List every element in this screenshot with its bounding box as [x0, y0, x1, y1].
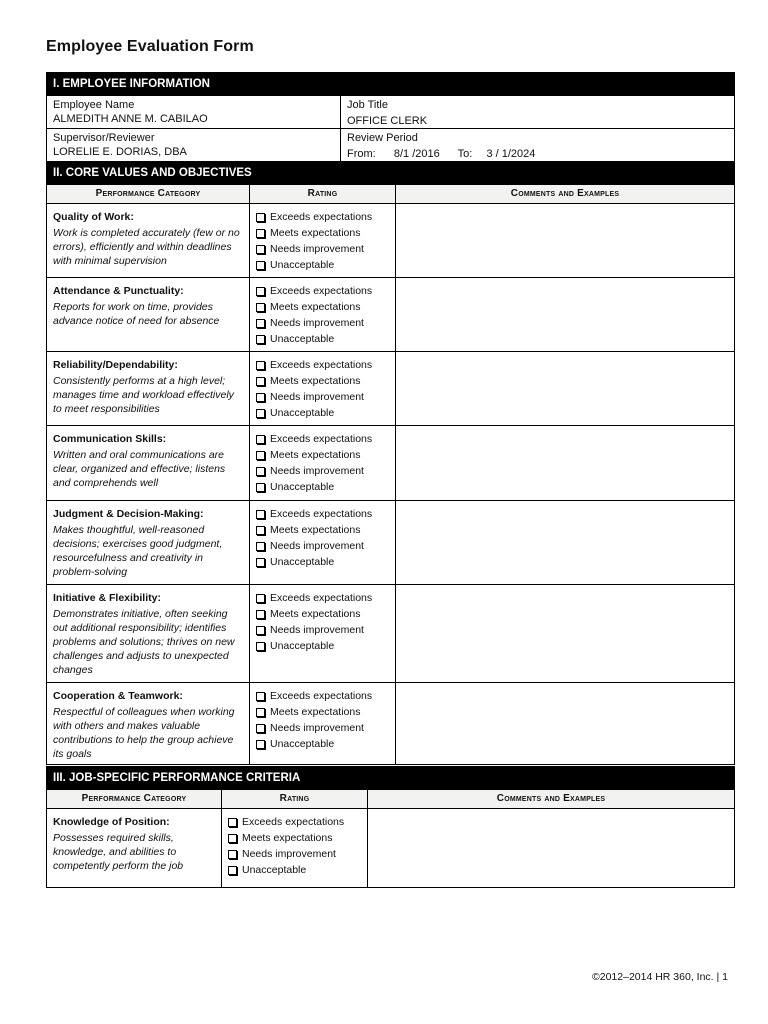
rating-option[interactable] — [256, 463, 389, 479]
rating-option-label: Needs improvement — [270, 391, 364, 403]
rating-option-label: Exceeds expectations — [270, 433, 373, 445]
category-title: Knowledge of Position: — [53, 816, 170, 828]
rating-option-label: Exceeds expectations — [270, 359, 373, 371]
rating-option-label: Meets expectations — [270, 524, 361, 536]
rating-option[interactable] — [256, 299, 389, 315]
checkbox-icon[interactable] — [256, 435, 265, 444]
rating-option-label: Exceeds expectations — [270, 211, 373, 223]
page-footer: ©2012–2014 HR 360, Inc. | 1 — [592, 971, 728, 983]
rating-option[interactable] — [256, 209, 389, 225]
employee-name-value[interactable]: ALMEDITH ANNE M. CABILAO — [53, 113, 208, 125]
category-cell — [47, 809, 222, 888]
comments-cell[interactable] — [396, 352, 735, 426]
to-label: To: — [457, 148, 473, 160]
category-description: Possesses required skills, knowledge, and abilities to competently perform the job — [53, 832, 184, 872]
checkbox-icon[interactable] — [256, 642, 265, 651]
rating-option-label: Unacceptable — [270, 333, 335, 345]
rating-cell — [222, 809, 368, 888]
rating-option-label: Unacceptable — [270, 556, 335, 568]
rating-option-label: Meets expectations — [242, 832, 333, 844]
checkbox-icon[interactable] — [256, 361, 265, 370]
category-cell — [47, 278, 250, 352]
from-label: From: — [347, 148, 376, 160]
category-title: Cooperation & Teamwork: — [53, 690, 183, 702]
review-period-label: Review Period — [347, 132, 418, 144]
checkbox-icon[interactable] — [256, 558, 265, 567]
rating-option-label: Meets expectations — [270, 227, 361, 239]
evaluation-row — [47, 809, 735, 888]
checkbox-icon[interactable] — [256, 393, 265, 402]
category-cell — [47, 204, 250, 278]
evaluation-row — [47, 426, 735, 501]
rating-option-label: Exceeds expectations — [270, 690, 373, 702]
rating-option-label: Needs improvement — [242, 848, 336, 860]
checkbox-icon[interactable] — [256, 213, 265, 222]
section-header-employee-information: I. EMPLOYEE INFORMATION — [47, 73, 735, 96]
rating-option[interactable] — [256, 357, 389, 373]
rating-option[interactable] — [256, 688, 389, 704]
evaluation-row — [47, 352, 735, 426]
category-title: Judgment & Decision-Making: — [53, 508, 204, 520]
rating-option[interactable] — [256, 283, 389, 299]
checkbox-icon[interactable] — [256, 287, 265, 296]
category-cell — [47, 683, 250, 765]
checkbox-icon[interactable] — [256, 626, 265, 635]
column-header-comments: Comments and Examples — [368, 790, 735, 809]
rating-option[interactable] — [256, 720, 389, 736]
rating-option[interactable] — [256, 315, 389, 331]
evaluation-row — [47, 278, 735, 352]
checkbox-icon[interactable] — [256, 708, 265, 717]
rating-cell — [250, 585, 396, 683]
rating-option-label: Needs improvement — [270, 722, 364, 734]
rating-option-label: Meets expectations — [270, 706, 361, 718]
category-title: Attendance & Punctuality: — [53, 285, 184, 297]
rating-option-label: Meets expectations — [270, 449, 361, 461]
rating-option[interactable] — [256, 590, 389, 606]
checkbox-icon[interactable] — [256, 542, 265, 551]
employee-information-table — [46, 72, 735, 162]
rating-option-label: Unacceptable — [270, 407, 335, 419]
checkbox-icon[interactable] — [256, 510, 265, 519]
category-description: Demonstrates initiative, often seeking out additional responsibility; identifies problems and solutions; thrives on new challenges and adjusts to unexpected changes — [53, 608, 235, 676]
checkbox-icon[interactable] — [256, 740, 265, 749]
rating-option-label: Meets expectations — [270, 375, 361, 387]
rating-option[interactable] — [256, 638, 389, 654]
comments-cell[interactable] — [368, 809, 735, 888]
job-specific-table — [46, 766, 735, 888]
section-header-core-values: II. CORE VALUES AND OBJECTIVES — [47, 162, 735, 185]
checkbox-icon[interactable] — [256, 377, 265, 386]
rating-option-label: Unacceptable — [242, 864, 307, 876]
page-title: Employee Evaluation Form — [46, 38, 254, 55]
rating-option-label: Unacceptable — [270, 738, 335, 750]
comments-cell[interactable] — [396, 683, 735, 765]
category-cell — [47, 501, 250, 585]
rating-cell — [250, 278, 396, 352]
rating-option[interactable] — [256, 225, 389, 241]
column-header-performance-category: Performance Category — [47, 790, 222, 809]
rating-option-label: Needs improvement — [270, 317, 364, 329]
checkbox-icon[interactable] — [256, 319, 265, 328]
comments-cell[interactable] — [396, 204, 735, 278]
checkbox-icon[interactable] — [256, 245, 265, 254]
rating-option[interactable] — [256, 538, 389, 554]
rating-option-label: Meets expectations — [270, 608, 361, 620]
job-title-label: Job Title — [347, 99, 388, 111]
checkbox-icon[interactable] — [256, 594, 265, 603]
core-values-table — [46, 161, 735, 765]
comments-cell[interactable] — [396, 501, 735, 585]
category-cell — [47, 426, 250, 501]
section-header-job-specific: III. JOB-SPECIFIC PERFORMANCE CRITERIA — [47, 767, 735, 790]
category-description: Respectful of colleagues when working with others and makes valuable contributions to help the group achieve its goals — [53, 706, 235, 760]
rating-option[interactable] — [256, 405, 389, 421]
checkbox-icon[interactable] — [256, 335, 265, 344]
employee-name-label: Employee Name — [53, 99, 135, 111]
category-description: Reports for work on time, provides advance notice of need for absence — [53, 301, 220, 327]
rating-option-label: Needs improvement — [270, 243, 364, 255]
rating-option[interactable] — [256, 373, 389, 389]
supervisor-value[interactable]: LORELIE E. DORIAS, DBA — [53, 146, 187, 158]
supervisor-label: Supervisor/Reviewer — [53, 132, 155, 144]
rating-option-label: Unacceptable — [270, 259, 335, 271]
rating-option-label: Exceeds expectations — [270, 285, 373, 297]
rating-option[interactable] — [256, 257, 389, 273]
rating-option[interactable] — [228, 830, 361, 846]
to-date-field[interactable]: 3 / 1/2024 — [486, 148, 536, 160]
rating-option[interactable] — [256, 622, 389, 638]
column-header-performance-category: Performance Category — [47, 185, 250, 204]
rating-option-label: Needs improvement — [270, 624, 364, 636]
core-values-rows — [47, 204, 735, 765]
evaluation-row — [47, 501, 735, 585]
job-title-value[interactable]: OFFICE CLERK — [347, 115, 428, 127]
category-cell — [47, 352, 250, 426]
rating-cell — [250, 683, 396, 765]
category-description: Consistently performs at a high level; manages time and workload effectively to meet responsibilities — [53, 375, 234, 415]
rating-option[interactable] — [256, 606, 389, 622]
rating-option[interactable] — [256, 331, 389, 347]
column-header-comments: Comments and Examples — [396, 185, 735, 204]
checkbox-icon[interactable] — [256, 467, 265, 476]
review-period-range — [347, 145, 728, 161]
checkbox-icon[interactable] — [228, 818, 237, 827]
category-title: Communication Skills: — [53, 433, 167, 445]
rating-option-label: Exceeds expectations — [270, 508, 373, 520]
rating-option[interactable] — [256, 506, 389, 522]
rating-option[interactable] — [228, 862, 361, 878]
job-specific-rows — [47, 809, 735, 888]
checkbox-icon[interactable] — [256, 483, 265, 492]
category-cell — [47, 585, 250, 683]
checkbox-icon[interactable] — [228, 866, 237, 875]
rating-option-label: Exceeds expectations — [270, 592, 373, 604]
checkbox-icon[interactable] — [256, 692, 265, 701]
rating-option[interactable] — [256, 554, 389, 570]
rating-option-label: Unacceptable — [270, 481, 335, 493]
rating-cell — [250, 352, 396, 426]
rating-option[interactable] — [228, 846, 361, 862]
checkbox-icon[interactable] — [256, 409, 265, 418]
rating-cell — [250, 204, 396, 278]
column-header-rating: Rating — [222, 790, 368, 809]
rating-option-label: Unacceptable — [270, 640, 335, 652]
rating-option-label: Needs improvement — [270, 540, 364, 552]
rating-option[interactable] — [256, 522, 389, 538]
comments-cell[interactable] — [396, 585, 735, 683]
checkbox-icon[interactable] — [256, 526, 265, 535]
rating-option-label: Needs improvement — [270, 465, 364, 477]
rating-option[interactable] — [256, 479, 389, 495]
checkbox-icon[interactable] — [256, 451, 265, 460]
category-title: Quality of Work: — [53, 211, 134, 223]
category-description: Written and oral communications are clear, organized and effective; listens and comprehends well — [53, 449, 226, 489]
rating-option[interactable] — [256, 241, 389, 257]
rating-option[interactable] — [228, 814, 361, 830]
rating-option[interactable] — [256, 736, 389, 752]
evaluation-row — [47, 585, 735, 683]
column-header-rating: Rating — [250, 185, 396, 204]
checkbox-icon[interactable] — [256, 610, 265, 619]
evaluation-row — [47, 683, 735, 765]
category-description: Work is completed accurately (few or no errors), efficiently and within deadlines with minimal supervision — [53, 227, 240, 267]
rating-option[interactable] — [256, 389, 389, 405]
checkbox-icon[interactable] — [256, 261, 265, 270]
checkbox-icon[interactable] — [256, 229, 265, 238]
comments-cell[interactable] — [396, 278, 735, 352]
rating-option-label: Meets expectations — [270, 301, 361, 313]
evaluation-row — [47, 204, 735, 278]
category-title: Initiative & Flexibility: — [53, 592, 161, 604]
from-date-field[interactable]: 8/1 /2016 — [393, 148, 440, 160]
rating-cell — [250, 426, 396, 501]
category-title: Reliability/Dependability: — [53, 359, 178, 371]
rating-option[interactable] — [256, 431, 389, 447]
checkbox-icon[interactable] — [228, 850, 237, 859]
comments-cell[interactable] — [396, 426, 735, 501]
rating-cell — [250, 501, 396, 585]
checkbox-icon[interactable] — [256, 724, 265, 733]
rating-option-label: Exceeds expectations — [242, 816, 345, 828]
rating-option[interactable] — [256, 447, 389, 463]
rating-option[interactable] — [256, 704, 389, 720]
checkbox-icon[interactable] — [228, 834, 237, 843]
checkbox-icon[interactable] — [256, 303, 265, 312]
category-description: Makes thoughtful, well-reasoned decisions; exercises good judgment, resourcefulness and creativity in problem-solving — [53, 524, 223, 578]
